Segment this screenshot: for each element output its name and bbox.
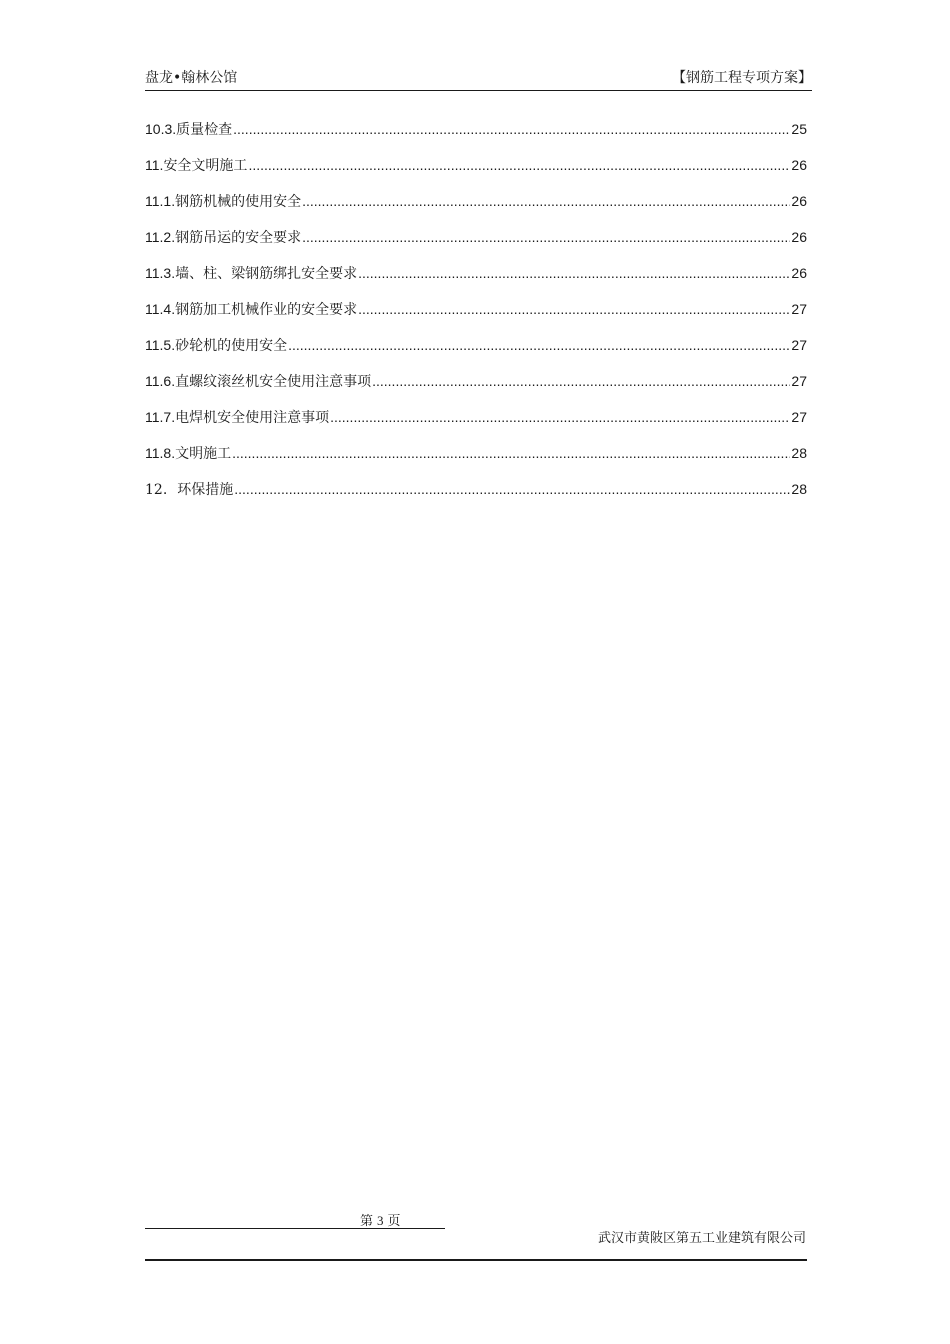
toc-dot-leader <box>248 153 790 177</box>
toc-dot-leader <box>288 333 790 357</box>
toc-entry-title: 环保措施 <box>177 482 234 498</box>
footer-page-suffix: 页 <box>387 1214 401 1229</box>
table-of-contents <box>145 117 807 513</box>
toc-entry-11-7[interactable] <box>145 405 807 441</box>
toc-entry-number: 11.1. <box>145 193 176 209</box>
toc-entry-number: 11.3. <box>145 265 176 281</box>
toc-entry-11-1[interactable] <box>145 189 807 225</box>
toc-entry-title: 直螺纹滚丝机安全使用注意事项 <box>175 374 372 390</box>
toc-entry-page: 26 <box>791 265 807 281</box>
toc-entry-number: 11.8. <box>145 445 176 461</box>
toc-entry-11-6[interactable] <box>145 369 807 405</box>
toc-entry-title: 电焊机安全使用注意事项 <box>175 410 330 426</box>
toc-entry-page: 27 <box>791 301 807 317</box>
toc-dot-leader <box>358 261 790 285</box>
footer-short-rule <box>145 1228 445 1229</box>
toc-dot-leader <box>233 117 790 141</box>
toc-entry-page: 28 <box>791 445 807 461</box>
toc-entry-11[interactable] <box>145 153 807 189</box>
header-document-title: 【钢筋工程专项方案】 <box>672 70 812 86</box>
toc-entry-page: 25 <box>791 121 807 137</box>
toc-entry-title: 质量检查 <box>176 122 233 138</box>
toc-entry-title: 钢筋加工机械作业的安全要求 <box>175 302 358 318</box>
toc-entry-number: 11.6. <box>145 373 176 389</box>
toc-dot-leader <box>234 477 790 501</box>
toc-entry-11-8[interactable] <box>145 441 807 477</box>
toc-entry-10-3[interactable] <box>145 117 807 153</box>
toc-dot-leader <box>358 297 790 321</box>
toc-dot-leader <box>302 189 790 213</box>
toc-entry-12[interactable] <box>145 477 807 513</box>
toc-entry-number: 11. <box>145 157 164 173</box>
toc-entry-page: 26 <box>791 157 807 173</box>
footer-page-value: 3 <box>377 1213 384 1228</box>
toc-entry-11-4[interactable] <box>145 297 807 333</box>
toc-entry-page: 27 <box>791 337 807 353</box>
toc-dot-leader <box>232 441 790 465</box>
toc-entry-title: 墙、柱、梁钢筋绑扎安全要求 <box>175 266 358 282</box>
toc-entry-title: 砂轮机的使用安全 <box>175 338 288 354</box>
toc-dot-leader <box>372 369 790 393</box>
toc-entry-page: 27 <box>791 373 807 389</box>
toc-entry-number: 11.2. <box>145 229 176 245</box>
toc-entry-11-5[interactable] <box>145 333 807 369</box>
toc-entry-number: 11.4. <box>145 301 176 317</box>
toc-entry-number: 12. <box>145 482 168 498</box>
toc-dot-leader <box>302 225 790 249</box>
page-header <box>145 66 812 91</box>
toc-entry-number: 11.5. <box>145 337 176 353</box>
toc-entry-title: 钢筋吊运的安全要求 <box>175 230 302 246</box>
toc-dot-leader <box>330 405 790 429</box>
footer-page-prefix: 第 <box>360 1214 374 1229</box>
toc-entry-page: 28 <box>791 481 807 497</box>
toc-entry-number: 10.3. <box>145 121 177 137</box>
header-project-name: 盘龙•翰林公馆 <box>145 70 238 86</box>
toc-entry-title: 钢筋机械的使用安全 <box>175 194 302 210</box>
toc-entry-page: 26 <box>791 193 807 209</box>
toc-entry-title: 文明施工 <box>175 446 232 462</box>
toc-entry-number: 11.7. <box>145 409 176 425</box>
toc-entry-page: 26 <box>791 229 807 245</box>
footer-company-name: 武汉市黄陂区第五工业建筑有限公司 <box>597 1231 806 1246</box>
toc-entry-11-2[interactable] <box>145 225 807 261</box>
toc-entry-title: 安全文明施工 <box>163 158 248 174</box>
toc-entry-11-3[interactable] <box>145 261 807 297</box>
footer-long-rule <box>145 1259 807 1261</box>
toc-entry-page: 27 <box>791 409 807 425</box>
